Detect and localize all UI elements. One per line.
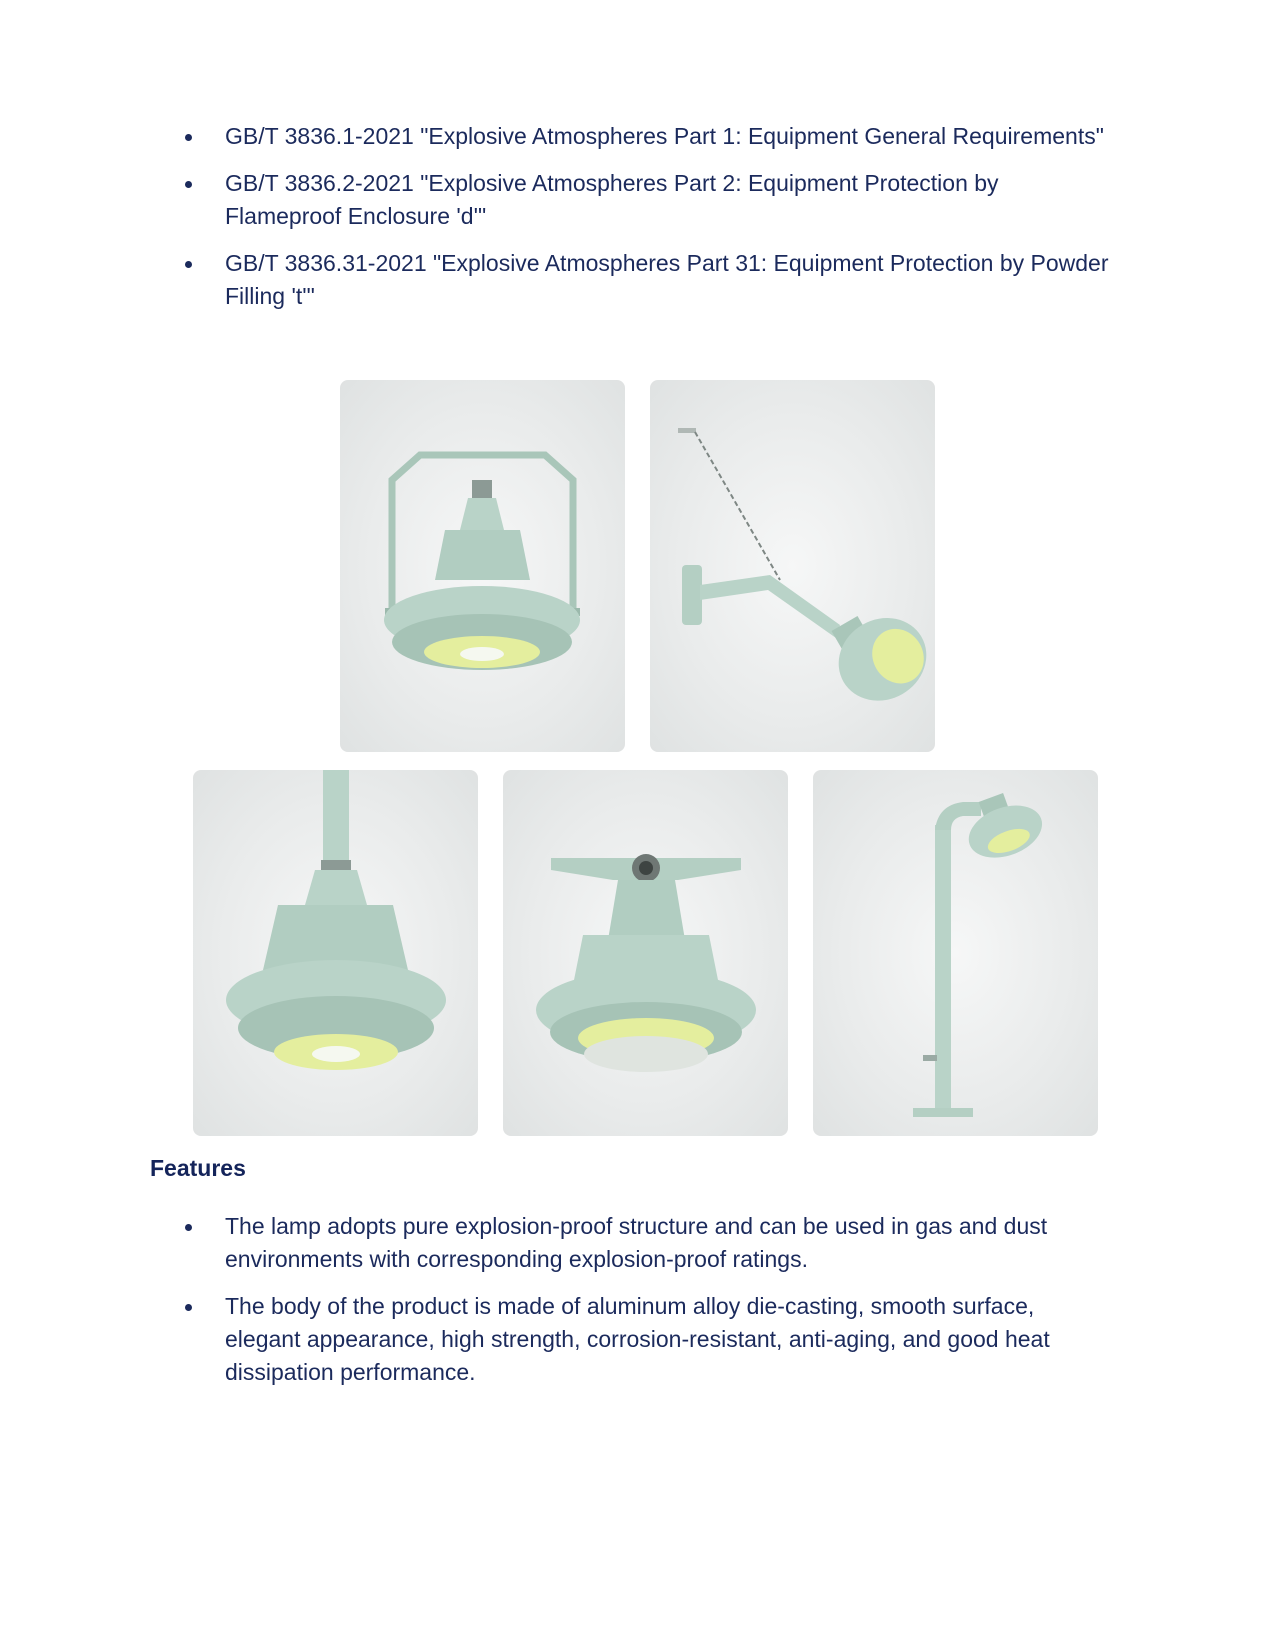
standard-text: GB/T 3836.31-2021 "Explosive Atmospheres Part 31: Equipment Protection by Powder Filling 't'" — [225, 250, 1109, 309]
product-photo-pole-mount — [813, 770, 1098, 1136]
lamp-pole-illustration — [813, 770, 1098, 1136]
product-photo-pendant-mount — [193, 770, 478, 1136]
list-item — [185, 1290, 1115, 1389]
standard-text: GB/T 3836.2-2021 "Explosive Atmospheres Part 2: Equipment Protection by Flameproof Enclosure 'd'" — [225, 170, 999, 229]
feature-text: The lamp adopts pure explosion-proof structure and can be used in gas and dust environments with corresponding explosion-proof ratings. — [225, 1213, 1048, 1272]
lamp-wall-arm-illustration — [650, 380, 935, 752]
standard-text: GB/T 3836.1-2021 "Explosive Atmospheres Part 1: Equipment General Requirements" — [225, 123, 1104, 149]
product-photo-wall-arm-mount — [650, 380, 935, 752]
lamp-bracket-illustration — [340, 380, 625, 752]
lamp-ceiling-illustration — [503, 770, 788, 1136]
product-photo-bracket-mount — [340, 380, 625, 752]
list-item — [185, 247, 1115, 313]
bullet-icon — [185, 1304, 192, 1311]
standards-list — [185, 120, 1115, 327]
bullet-icon — [185, 261, 192, 268]
list-item — [185, 120, 1115, 153]
lamp-pendant-illustration — [193, 770, 478, 1136]
features-heading: Features — [150, 1155, 246, 1181]
bullet-icon — [185, 181, 192, 188]
bullet-icon — [185, 134, 192, 141]
feature-text: The body of the product is made of aluminum alloy die-casting, smooth surface, elegant appearance, high strength, corrosion-resistant, anti-aging, and good heat dissipation performance. — [225, 1293, 1050, 1385]
list-item — [185, 1210, 1115, 1276]
list-item — [185, 167, 1115, 233]
product-photo-ceiling-mount — [503, 770, 788, 1136]
features-list — [185, 1210, 1115, 1403]
bullet-icon — [185, 1224, 192, 1231]
